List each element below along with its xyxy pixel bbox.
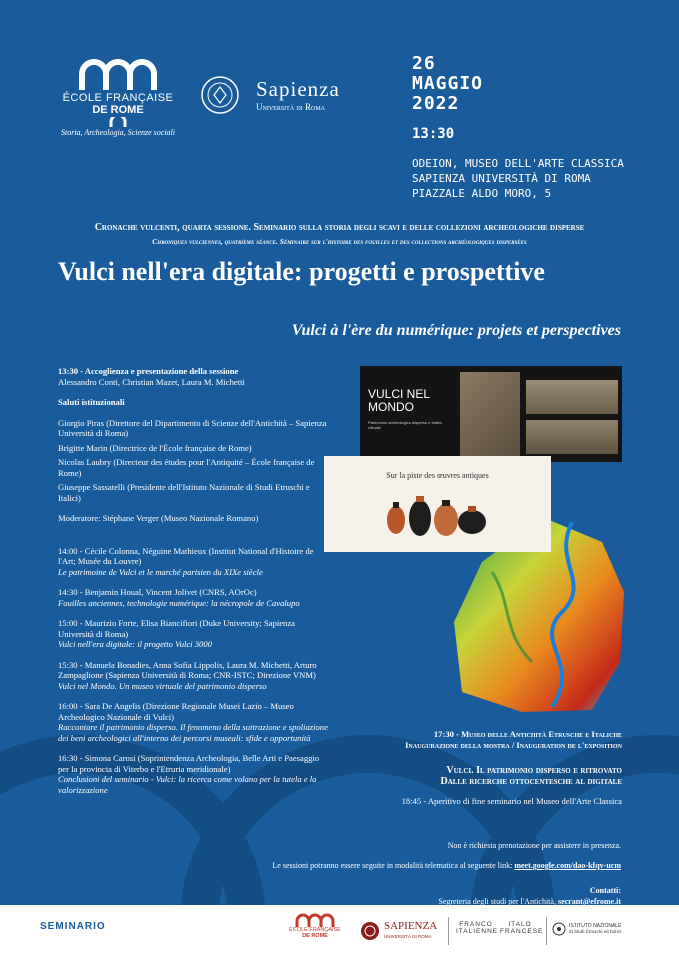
efr-name-1: ÉCOLE FRANÇAISE xyxy=(62,92,174,104)
sarcophagus-relief-3 xyxy=(526,420,618,454)
footer-ui-1: ITALO xyxy=(508,921,532,928)
event-1730-sub: Inaugurazione della mostra / Inauguration de l'exposition xyxy=(405,740,622,750)
contact-email[interactable]: secrant@efrome.it xyxy=(557,897,621,905)
sapienza-seal-icon xyxy=(200,75,240,115)
footer-divider-2 xyxy=(546,917,547,945)
saluto-piras: Giorgio Piras (Direttore del Dipartimento di Scienze dell'Antichità – Sapienza Università di Roma) xyxy=(58,417,327,438)
footer-ui-2: FRANCESE xyxy=(500,928,544,935)
footer-seminario: SEMINARIO xyxy=(40,921,106,932)
sapienza-sub: Università di Roma xyxy=(256,102,325,112)
session-open-people: Alessandro Conti, Christian Mazet, Laura M. Michetti xyxy=(58,376,245,387)
talk-1430-topic: Fouilles anciennes, technologie numérique: la nécropole de Cavalupo xyxy=(58,597,300,608)
footer-ist-2: di Studi Etruschi ed Italici xyxy=(569,930,622,935)
footer-efr-1: ÉCOLE FRANÇAISE xyxy=(289,927,341,933)
footer-ui-logo xyxy=(500,921,544,935)
sarcophagus-relief-1 xyxy=(460,372,520,458)
main-title: Vulci nell'era digitale: progetti e prospettive xyxy=(58,257,545,286)
footer-fi-2: ITALIENNE xyxy=(456,928,499,935)
talk-1530-topic: Vulci nel Mondo. Un museo virtuale del patrimonio disperso xyxy=(58,680,267,691)
venue xyxy=(412,156,624,201)
footer-ist-seal-icon xyxy=(552,922,566,936)
talk-1600-topic: Raccontare il patrimonio disperso. Il fenomeno della sottrazione e spoliazione dei beni archeologici all'interno dei percorsi museali: sfide e opportunità xyxy=(58,722,328,743)
piste-title: Sur la piste des œuvres antiques xyxy=(386,471,489,480)
talk-1530: 15:30 - Manuela Bonadies, Anna Sofia Lippolis, Laura M. Michetti, Arturo Zampaglione (Sapienza Università di Roma; CNR-ISTC; Direzione VNM) xyxy=(58,659,317,680)
program xyxy=(58,366,330,805)
venue-line-3: PIAZZALE ALDO MORO, 5 xyxy=(412,187,552,200)
vulci-nel-mondo-image xyxy=(360,366,622,462)
session-open-time: 13:30 - Accoglienza e presentazione della sessione xyxy=(58,366,239,376)
sapienza-logo xyxy=(200,75,370,125)
talk-1400: 14:00 - Cécile Colonna, Néguine Mathieux (Institut National d'Histoire de l'Art; Musée du Louvre) xyxy=(58,545,314,566)
vnm-subtitle: Patrimonio archeologico disperso e realtà virtuale xyxy=(368,420,442,430)
efr-logo xyxy=(58,58,178,137)
date-day: 26 xyxy=(412,53,436,74)
footer-divider-1 xyxy=(448,917,449,945)
footer-fi-logo xyxy=(456,921,499,935)
date-year: 2022 xyxy=(412,93,460,114)
piste-oeuvres-image xyxy=(324,456,551,552)
meet-link[interactable]: meet.google.com/dao-kfqv-ucm xyxy=(514,861,621,870)
notes xyxy=(272,840,621,905)
talk-1400-topic: Le patrimoine de Vulci et le marché parisien du XIXe siècle xyxy=(58,566,263,577)
talk-1500: 15:00 - Maurizio Forte, Elisa Biancifiori (Duke University; Sapienza Università di Roma) xyxy=(58,618,295,639)
footer-efr-arches-icon xyxy=(295,913,335,927)
footer-efr-2: DE ROME xyxy=(302,933,328,939)
venue-line-1: ODEION, MUSEO DELL'ARTE CLASSICA xyxy=(412,157,624,170)
event-time: 13:30 xyxy=(412,126,455,142)
footer-sapienza-seal-icon xyxy=(360,921,380,941)
talk-1630-topic: Conclusioni del seminario - Vulci: la ricerca come volano per la tutela e la valorizzazione xyxy=(58,774,317,795)
date-month: MAGGIO xyxy=(412,73,484,94)
efr-small-arch-icon xyxy=(109,117,127,127)
exhibition-sub: Dalle ricerche ottocentesche al digitale xyxy=(440,776,622,787)
saluto-marin: Brigitte Marin (Directrice de l'École française de Rome) xyxy=(58,442,252,453)
event-1730-title: 17:30 - Museo delle Antichità Etrusche e Italiche xyxy=(433,729,622,739)
footer-sapienza-logo xyxy=(360,919,438,945)
efr-arches-icon xyxy=(78,58,158,90)
talk-1630: 16:30 - Simona Carosi (Soprintendenza Archeologia, Belle Arti e Paesaggio per la provincia di Viterbo e l'Etruria meridionale) xyxy=(58,753,320,774)
right-events xyxy=(362,729,622,816)
talk-1500-topic: Vulci nell'era digitale: il progetto Vulci 3000 xyxy=(58,639,212,649)
exhibition-title: Vulci. Il patrimonio disperso e ritrovato xyxy=(446,765,622,776)
main-subtitle: Vulci à l'ère du numérique: projets et perspectives xyxy=(291,322,621,339)
footer-ist-logo xyxy=(552,921,628,945)
talk-1430: 14:30 - Benjamin Houal, Vincent Jolivet (CNRS, AOrOc) xyxy=(58,587,257,597)
event-1845: 18:45 - Aperitivo di fine seminario nel Museo dell'Arte Classica xyxy=(401,796,622,806)
footer-sap-1: SAPIENZA xyxy=(384,920,438,932)
moderator: Moderatore: Stéphane Verger (Museo Nazionale Romano) xyxy=(58,513,259,523)
venue-line-2: SAPIENZA UNIVERSITÀ DI ROMA xyxy=(412,172,591,185)
event-date xyxy=(412,54,483,114)
footer-efr-logo xyxy=(282,913,348,939)
footer-ist-1: ISTITUTO NAZIONALE xyxy=(569,923,622,929)
footer-fi-1: FRANCO xyxy=(459,921,493,928)
sarcophagus-relief-2 xyxy=(526,380,618,414)
series-line-fr: Chroniques vulciennes, quatrième séance. Séminaire sur l'histoire des fouilles et des collections archéologiques dispersées xyxy=(152,237,527,246)
greek-vases-icon xyxy=(384,490,494,540)
sapienza-name: Sapienza xyxy=(256,77,340,101)
note-online: Le sessioni potranno essere seguite in modalità telematica al seguente link: xyxy=(272,861,513,870)
contact-text: Segreteria degli studi per l'Antichità, xyxy=(438,897,556,905)
talk-1600: 16:00 - Sara De Angelis (Direzione Regionale Musei Lazio – Museo Archeologico Nazionale di Vulci) xyxy=(58,701,294,722)
footer-sap-2: UNIVERSITÀ DI ROMA xyxy=(384,934,432,939)
vnm-title: VULCI NEL MONDO xyxy=(368,387,430,414)
series-line-it: Cronache vulcenti, quarta sessione. Seminario sulla storia degli scavi e delle collezioni archeologiche disperse xyxy=(94,222,585,233)
footer-strip xyxy=(0,905,679,960)
saluti-heading: Saluti istituzionali xyxy=(58,397,125,407)
saluto-laubry: Nicolas Laubry (Directeur des études pour l'Antiquité – École française de Rome) xyxy=(58,457,315,478)
efr-tagline: Storia, Archeologia, Scienze sociali xyxy=(61,128,175,137)
contact-label: Contatti: xyxy=(589,886,621,895)
note-no-booking: Non è richiesta prenotazione per assistere in presenza. xyxy=(447,841,621,850)
efr-name-2: DE ROME xyxy=(92,104,144,116)
saluto-sassatelli: Giuseppe Sassatelli (Presidente dell'Istituto Nazionale di Studi Etruschi e Italici) xyxy=(58,482,310,503)
